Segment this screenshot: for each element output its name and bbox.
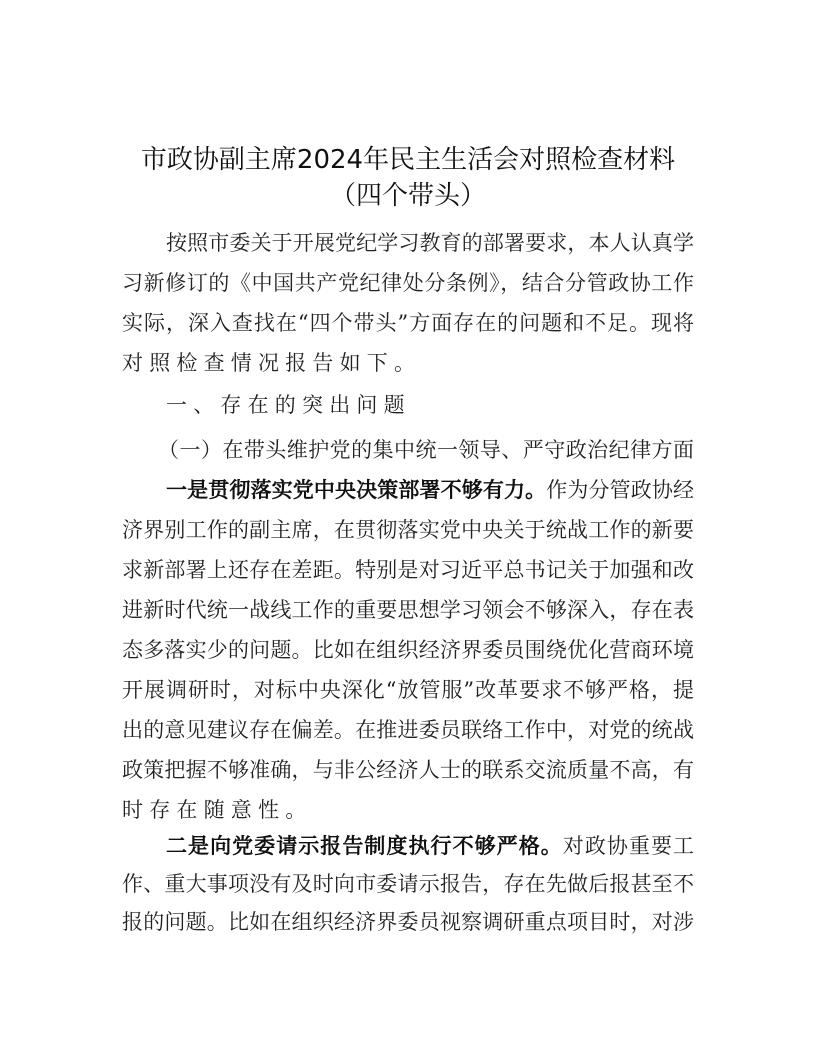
- subsection-heading: （一）在带头维护党的集中统一领导、严守政治纪律方面: [158, 438, 694, 462]
- section-heading: 一、存在的突出问题: [166, 393, 411, 417]
- body-line: 济界别工作的副主席，在贯彻落实党中央关于统战工作的新要: [122, 518, 694, 542]
- body-line: 态多落实少的问题。比如在组织经济界委员围绕优化营商环境: [122, 638, 694, 662]
- body-line: 报的问题。比如在组织经济界委员视察调研重点项目时，对涉: [122, 910, 694, 934]
- topic-sentence: 二是向党委请示报告制度执行不够严格。: [166, 833, 563, 858]
- body-line: 时存在随意性。: [122, 798, 313, 822]
- body-line: 出的意见建议存在偏差。在推进委员联络工作中，对党的统战: [122, 718, 694, 742]
- document-subtitle: （四个带头）: [329, 181, 486, 211]
- body-line: 作、重大事项没有及时向市委请示报告，存在先做后报甚至不: [122, 872, 694, 896]
- body-line: 进新时代统一战线工作的重要思想学习领会不够深入，存在表: [122, 598, 694, 622]
- body-line: 求新部署上还存在差距。特别是对习近平总书记关于加强和改: [122, 558, 694, 582]
- body-line: 按照市委关于开展党纪学习教育的部署要求，本人认真学: [166, 231, 694, 255]
- body-line: 二是向党委请示报告制度执行不够严格。对政协重要工: [166, 833, 694, 858]
- body-line: 习新修订的《中国共产党纪律处分条例》，结合分管政协工作: [122, 271, 694, 295]
- body-line: 开展调研时，对标中央深化“放管服”改革要求不够严格，提: [122, 678, 694, 702]
- body-line: 实际，深入查找在“四个带头”方面存在的问题和不足。现将: [122, 311, 694, 335]
- body-line: 一是贯彻落实党中央决策部署不够有力。作为分管政协经: [166, 477, 694, 502]
- topic-sentence: 一是贯彻落实党中央决策部署不够有力。: [166, 477, 547, 502]
- body-line: 对照检查情况报告如下。: [122, 351, 422, 375]
- body-line: 政策把握不够准确，与非公经济人士的联系交流质量不高，有: [122, 758, 694, 782]
- document-title: 市政协副主席2024年民主生活会对照检查材料: [140, 145, 676, 175]
